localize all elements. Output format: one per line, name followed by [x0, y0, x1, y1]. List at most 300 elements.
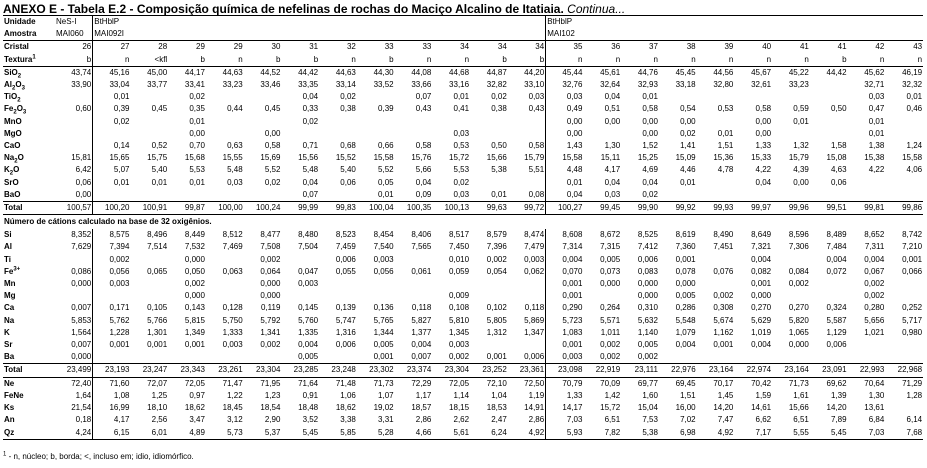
- row-label-text: Ks: [4, 403, 15, 413]
- table-cell: 44,42: [826, 67, 847, 77]
- table-cell: 8,480: [298, 230, 319, 240]
- cristal-value: 32: [346, 42, 356, 52]
- table-cell: 0,083: [637, 266, 658, 276]
- unidade-row: [3, 16, 923, 29]
- table-cell: [244, 91, 282, 103]
- table-cell: 15,72: [449, 153, 470, 163]
- table-cell: 1,301: [147, 327, 168, 337]
- table-cell: [432, 116, 470, 128]
- table-cell: 3,31: [378, 415, 394, 425]
- table-cell: [810, 79, 848, 91]
- cation-row-label: [3, 254, 55, 266]
- cristal-value: 37: [649, 42, 658, 52]
- table-cell: 1,28: [906, 390, 923, 400]
- row-label-text: Fe: [4, 266, 14, 276]
- table-cell: 0,14: [93, 140, 131, 152]
- table-cell: 33,16: [449, 80, 470, 90]
- table-cell: 7,412: [637, 242, 658, 252]
- table-cell: 15,65: [93, 152, 131, 164]
- table-cell: 100,04: [357, 202, 395, 215]
- cristal-value: 27: [93, 41, 131, 54]
- table-cell: [772, 189, 810, 202]
- table-cell: [395, 128, 433, 140]
- table-cell: 1,59: [755, 390, 772, 400]
- table-cell: 18,57: [411, 403, 432, 413]
- table-cell: 23,164: [772, 364, 810, 377]
- table-cell: 0,136: [373, 303, 394, 313]
- table-cell: 1,312: [486, 327, 507, 337]
- table-cell: 4,92: [508, 427, 546, 440]
- row-label-text: Ne: [4, 378, 15, 388]
- unidade-value: BtHblP: [93, 16, 546, 29]
- table-cell: 0,01: [868, 116, 885, 126]
- table-cell: 72,10: [486, 378, 507, 388]
- table-cell: 1,377: [411, 327, 432, 337]
- table-cell: 15,52: [335, 153, 356, 163]
- table-cell: 7,629: [71, 242, 92, 252]
- table-cell: [734, 351, 772, 364]
- table-cell: 44,20: [524, 67, 545, 77]
- table-cell: 33,10: [524, 80, 545, 90]
- cristal-value: 34: [460, 42, 470, 52]
- table-cell: 1,335: [298, 327, 319, 337]
- table-cell: 0,58: [755, 104, 772, 114]
- table-cell: 18,10: [147, 403, 168, 413]
- table-cell: 32,80: [713, 80, 734, 90]
- table-cell: 44,56: [713, 67, 734, 77]
- cristal-value: 41: [799, 42, 809, 52]
- table-cell: 0,004: [298, 340, 319, 350]
- table-cell: 71,47: [222, 378, 243, 388]
- table-cell: 15,55: [222, 153, 243, 163]
- table-cell: 0,290: [546, 302, 584, 314]
- table-cell: 33,52: [373, 80, 394, 90]
- table-cell: 1,32: [793, 141, 809, 151]
- member-row: [3, 427, 923, 440]
- table-cell: 4,69: [642, 165, 658, 175]
- table-cell: 5,760: [298, 315, 319, 325]
- table-cell: 7,314: [546, 241, 584, 253]
- table-cell: 0,003: [298, 279, 319, 289]
- textura-value: n: [734, 54, 772, 67]
- cation-row: [3, 229, 923, 241]
- table-cell: 7,504: [298, 242, 319, 252]
- table-cell: 5,52: [264, 165, 281, 175]
- table-cell: 0,35: [189, 104, 205, 114]
- table-cell: 0,18: [75, 415, 92, 425]
- table-cell: 0,007: [411, 352, 432, 362]
- table-cell: [55, 128, 93, 140]
- table-cell: 45,62: [864, 67, 885, 77]
- table-cell: 0,009: [449, 291, 470, 301]
- table-cell: [281, 290, 319, 302]
- table-cell: 0,001: [147, 340, 168, 350]
- table-cell: 0,002: [600, 340, 621, 350]
- table-cell: 0,308: [713, 303, 734, 313]
- oxide-row-label: [3, 128, 55, 140]
- cation-row: [3, 278, 923, 290]
- row-label-sub: 2: [17, 73, 22, 80]
- table-cell: [206, 278, 244, 290]
- table-cell: 5,48: [227, 165, 243, 175]
- cristal-value: 34: [497, 42, 507, 52]
- table-cell: 23,304: [244, 364, 282, 377]
- table-cell: 0,01: [642, 92, 658, 102]
- table-cell: 4,17: [604, 165, 621, 175]
- table-cell: 5,40: [151, 165, 168, 175]
- table-cell: 14,61: [751, 403, 772, 413]
- table-cell: 1,06: [340, 390, 356, 400]
- table-cell: [659, 189, 697, 202]
- table-cell: 100,00: [206, 202, 244, 215]
- amostra-value: MAI102: [546, 28, 923, 41]
- table-cell: [168, 189, 206, 202]
- table-cell: 0,002: [864, 279, 885, 289]
- table-cell: [810, 189, 848, 202]
- table-cell: [319, 290, 357, 302]
- table-cell: 7,514: [147, 242, 168, 252]
- row-label-text: Sr: [4, 340, 13, 350]
- table-cell: 0,002: [637, 352, 658, 362]
- table-cell: 69,45: [675, 378, 696, 388]
- table-cell: 1,021: [864, 327, 885, 337]
- textura-value: <kfl: [130, 54, 168, 67]
- table-cell: [244, 116, 282, 128]
- textura-value: b: [357, 54, 395, 67]
- table-cell: 0,50: [831, 104, 847, 114]
- cristal-value: 26: [82, 42, 92, 52]
- table-cell: 0,000: [184, 291, 205, 301]
- table-cell: 99,99: [281, 202, 319, 215]
- table-cell: 32,61: [751, 80, 772, 90]
- row-label-text: BaO: [4, 189, 21, 199]
- table-cell: 5,815: [184, 315, 205, 325]
- table-cell: [130, 116, 168, 128]
- table-cell: 5,40: [340, 165, 356, 175]
- table-cell: [206, 128, 244, 140]
- table-cell: 71,95: [260, 378, 281, 388]
- table-cell: 0,002: [260, 340, 281, 350]
- table-cell: 22,993: [848, 364, 886, 377]
- table-cell: 5,869: [524, 315, 545, 325]
- table-cell: 0,52: [151, 141, 168, 151]
- table-cell: 0,58: [528, 141, 545, 151]
- table-caption: - Tabela E.2 - Composição química de nefelinas de rochas do Maciço Alcalino de Itatiaia.: [57, 2, 568, 16]
- table-cell: 18,62: [335, 403, 356, 413]
- table-cell: 0,002: [486, 254, 507, 264]
- table-cell: 1,61: [793, 390, 809, 400]
- table-cell: [130, 290, 168, 302]
- table-cell: [697, 189, 735, 202]
- table-cell: [470, 177, 508, 189]
- table-cell: 0,001: [713, 340, 734, 350]
- cristal-value: 30: [271, 42, 281, 52]
- table-cell: 0,067: [864, 266, 885, 276]
- table-cell: 0,003: [449, 340, 470, 350]
- textura-value: n: [848, 54, 886, 67]
- cristal-value: 29: [233, 42, 243, 52]
- table-cell: 5,38: [621, 427, 659, 440]
- table-cell: 0,53: [453, 141, 470, 151]
- table-cell: 0,004: [826, 254, 847, 264]
- table-cell: 0,002: [449, 352, 470, 362]
- table-cell: 0,06: [831, 177, 847, 187]
- table-cell: 3,52: [302, 415, 319, 425]
- table-cell: 0,280: [864, 303, 885, 313]
- table-cell: 14,20: [826, 403, 847, 413]
- table-cell: 1,316: [335, 327, 356, 337]
- table-cell: 100,27: [546, 202, 584, 215]
- table-cell: 0,60: [75, 104, 92, 114]
- table-cell: 23,343: [168, 364, 206, 377]
- table-cell: 71,60: [93, 377, 131, 390]
- table-cell: 15,79: [524, 153, 545, 163]
- table-cell: 0,003: [222, 340, 243, 350]
- table-cell: 45,00: [147, 67, 168, 77]
- table-cell: 0,43: [415, 104, 432, 114]
- oxide-row: [3, 152, 923, 164]
- table-cell: 0,002: [600, 352, 621, 362]
- textura-value: n: [206, 54, 244, 67]
- table-cell: 8,742: [902, 230, 923, 240]
- table-cell: 5,765: [373, 315, 394, 325]
- table-cell: 32,64: [600, 80, 621, 90]
- row-label-text: SiO: [4, 67, 18, 77]
- table-cell: 33,90: [71, 80, 92, 90]
- table-cell: 1,51: [717, 141, 734, 151]
- table-cell: 0,02: [189, 92, 205, 102]
- table-cell: 8,490: [713, 230, 734, 240]
- table-cell: 23,304: [432, 364, 470, 377]
- table-cell: 5,810: [449, 315, 470, 325]
- table-cell: 15,33: [751, 153, 772, 163]
- table-cell: 0,005: [298, 352, 319, 362]
- table-cell: 32,76: [546, 79, 584, 91]
- table-cell: 15,66: [788, 403, 809, 413]
- table-cell: 0,04: [642, 177, 658, 187]
- table-cell: 23,302: [357, 364, 395, 377]
- table-cell: 33,46: [260, 80, 281, 90]
- table-cell: 0,001: [373, 352, 394, 362]
- table-cell: 23,252: [470, 364, 508, 377]
- cation-row-label: [3, 351, 55, 364]
- table-cell: 0,03: [453, 189, 470, 199]
- table-cell: 7,02: [680, 415, 696, 425]
- table-cell: 0,03: [868, 92, 885, 102]
- table-cell: 44,63: [222, 67, 243, 77]
- cristal-value: 39: [724, 42, 734, 52]
- table-cell: 8,474: [524, 230, 545, 240]
- table-cell: 70,79: [546, 377, 584, 390]
- table-cell: 4,63: [831, 165, 847, 175]
- row-label-text: Total: [4, 203, 23, 213]
- table-cell: [697, 351, 735, 364]
- table-cell: 5,766: [147, 315, 168, 325]
- table-cell: 0,270: [751, 303, 772, 313]
- table-cell: 6,24: [470, 427, 508, 440]
- table-cell: 4,39: [793, 165, 809, 175]
- cation-row: [3, 327, 923, 339]
- table-cell: 0,07: [415, 92, 432, 102]
- table-cell: 0,59: [793, 104, 809, 114]
- amostra-value: MAI092I: [93, 28, 546, 41]
- table-cell: 0,02: [302, 116, 319, 126]
- table-cell: 5,66: [415, 165, 432, 175]
- table-cell: 0,001: [751, 279, 772, 289]
- footnote: [3, 452, 194, 461]
- table-cell: 4,17: [93, 414, 131, 426]
- table-cell: 6,84: [868, 415, 885, 425]
- table-cell: 72,50: [524, 378, 545, 388]
- table-cell: 7,03: [546, 414, 584, 426]
- table-cell: 0,58: [264, 141, 281, 151]
- table-cell: [772, 254, 810, 266]
- table-cell: 23,499: [55, 364, 93, 377]
- table-cell: 0,00: [793, 177, 809, 187]
- table-cell: 8,352: [71, 230, 92, 240]
- table-cell: 0,53: [717, 104, 734, 114]
- table-cell: [168, 351, 206, 364]
- table-cell: 1,39: [831, 390, 847, 400]
- table-cell: 0,01: [546, 177, 584, 189]
- table-cell: 18,48: [298, 403, 319, 413]
- table-cell: [432, 278, 470, 290]
- table-cell: 0,072: [826, 266, 847, 276]
- table-cell: 0,001: [546, 339, 584, 351]
- table-cell: 33,14: [335, 80, 356, 90]
- table-cell: 71,29: [902, 378, 923, 388]
- table-cell: 0,97: [189, 390, 205, 400]
- table-cell: 1,347: [524, 327, 545, 337]
- table-cell: 8,406: [411, 230, 432, 240]
- cristal-value: 36: [611, 42, 621, 52]
- cation-row: [3, 302, 923, 314]
- table-cell: 0,004: [675, 340, 696, 350]
- cristal-value: 29: [196, 42, 205, 52]
- textura-value: n: [546, 54, 584, 67]
- table-cell: 8,649: [751, 230, 772, 240]
- table-cell: 14,20: [713, 403, 734, 413]
- table-cell: [206, 290, 244, 302]
- table-cell: 15,79: [788, 153, 809, 163]
- table-cell: 100,24: [244, 202, 282, 215]
- table-cell: 7,53: [642, 415, 658, 425]
- table-cell: [206, 91, 244, 103]
- table-cell: 0,70: [189, 141, 205, 151]
- table-cell: 5,587: [826, 315, 847, 325]
- table-cell: 0,064: [260, 266, 281, 276]
- table-cell: 44,17: [184, 67, 205, 77]
- table-cell: 5,674: [713, 315, 734, 325]
- member-row-label: [3, 390, 55, 402]
- table-cell: 1,33: [546, 390, 584, 402]
- table-cell: 1,333: [222, 327, 243, 337]
- table-cell: 0,084: [788, 266, 809, 276]
- table-cell: 70,17: [713, 378, 734, 388]
- row-label-sub: 2: [17, 97, 21, 104]
- table-cell: 0,00: [642, 128, 658, 138]
- table-cell: [772, 91, 810, 103]
- table-cell: [885, 116, 923, 128]
- table-cell: [55, 290, 93, 302]
- table-cell: [395, 278, 433, 290]
- table-cell: 0,91: [302, 390, 319, 400]
- table-cell: [885, 290, 923, 302]
- textura-value: n: [432, 54, 470, 67]
- table-cell: [697, 254, 735, 266]
- table-cell: 0,00: [755, 128, 772, 138]
- table-cell: [848, 177, 886, 189]
- table-cell: 0,09: [415, 189, 432, 199]
- table-cell: 1,140: [637, 327, 658, 337]
- table-cell: [508, 128, 546, 140]
- table-cell: 5,45: [810, 427, 848, 440]
- textura-value: n: [583, 54, 621, 67]
- table-cell: 0,073: [600, 266, 621, 276]
- cations-section-heading: Número de cátions calculado na base de 32 oxigênios.: [4, 217, 212, 227]
- table-cell: 5,820: [788, 315, 809, 325]
- table-cell: 1,30: [868, 390, 885, 400]
- textura-value: n: [93, 54, 131, 67]
- table-cell: 0,04: [604, 177, 621, 187]
- cation-row: [3, 351, 923, 364]
- table-cell: 0,06: [75, 177, 92, 187]
- table-cell: 0,006: [524, 352, 545, 362]
- table-cell: 2,86: [528, 415, 545, 425]
- table-cell: 45,61: [600, 67, 621, 77]
- table-cell: 0,128: [222, 303, 243, 313]
- table-cell: 0,03: [227, 177, 243, 187]
- table-cell: 1,33: [755, 141, 772, 151]
- table-cell: 7,484: [826, 242, 847, 252]
- table-cell: 5,55: [772, 427, 810, 440]
- table-cell: 0,001: [675, 254, 696, 264]
- row-label-text: Qz: [4, 427, 15, 437]
- table-cell: 44,87: [486, 67, 507, 77]
- table-cell: 1,341: [260, 327, 281, 337]
- table-cell: [734, 189, 772, 202]
- table-cell: 5,28: [357, 427, 395, 440]
- oxide-row: [3, 164, 923, 176]
- table-cell: [55, 91, 93, 103]
- table-cell: 1,162: [713, 327, 734, 337]
- table-cell: [810, 278, 848, 290]
- table-cell: 4,24: [55, 427, 93, 440]
- table-cell: 5,629: [751, 315, 772, 325]
- table-cell: 23,374: [395, 364, 433, 377]
- table-cell: 0,000: [260, 291, 281, 301]
- table-cell: 0,078: [675, 266, 696, 276]
- table-cell: 5,762: [93, 315, 131, 327]
- table-cell: 1,228: [93, 327, 131, 339]
- table-cell: 0,119: [260, 303, 281, 313]
- table-cell: 0,066: [902, 266, 923, 276]
- table-cell: 1,45: [717, 390, 734, 400]
- table-cell: 7,210: [902, 242, 923, 252]
- table-cell: 0,01: [189, 116, 205, 126]
- row-label-text: Na: [4, 315, 15, 325]
- table-cell: 0,139: [335, 303, 356, 313]
- table-cell: 45,22: [788, 67, 809, 77]
- table-cell: 15,68: [184, 153, 205, 163]
- table-cell: 0,02: [680, 128, 696, 138]
- table-cell: 99,90: [621, 202, 659, 215]
- table-cell: 0,02: [491, 92, 507, 102]
- cation-row-label: [3, 278, 55, 290]
- oxide-row: [3, 66, 923, 79]
- table-cell: 5,571: [600, 315, 621, 325]
- table-cell: [508, 177, 546, 189]
